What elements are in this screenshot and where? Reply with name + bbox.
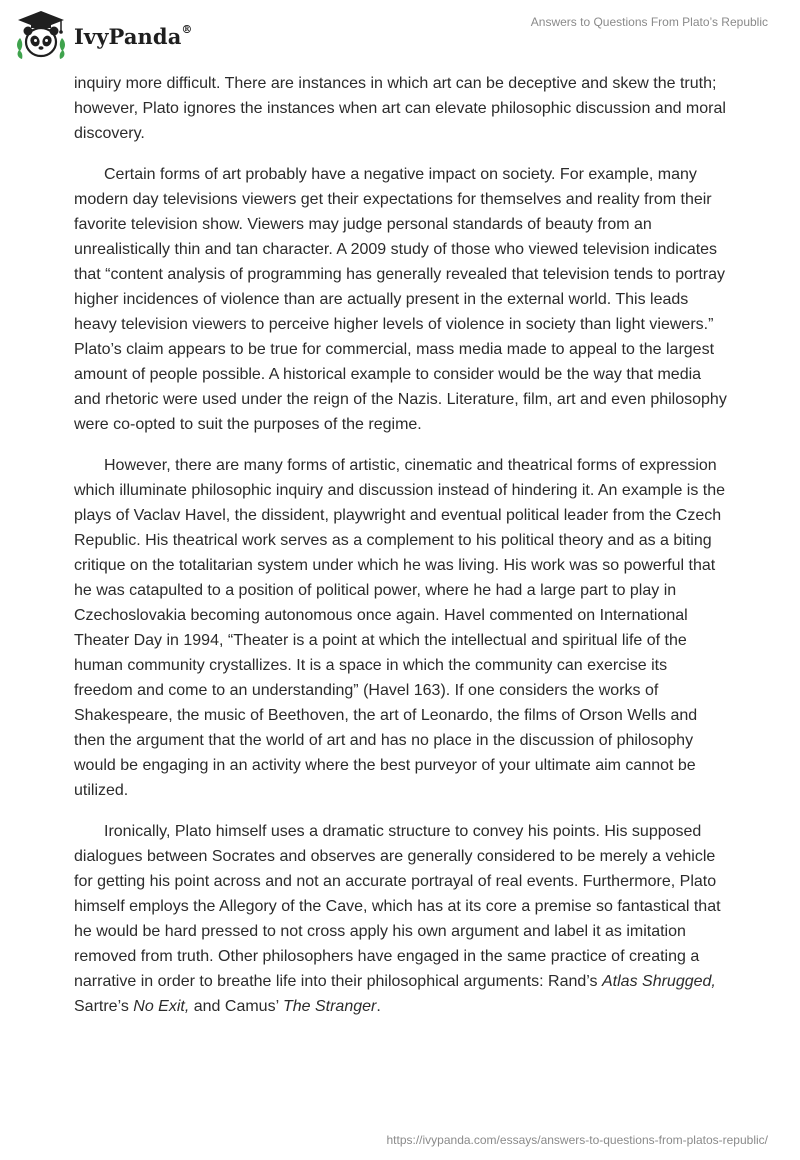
panda-graduate-logo-icon	[14, 8, 68, 60]
document-title: Answers to Questions From Plato’s Republic	[530, 15, 768, 29]
book-title-no-exit: No Exit,	[133, 998, 190, 1015]
paragraph-text-end: .	[376, 998, 381, 1015]
book-title-the-stranger: The Stranger	[282, 998, 377, 1015]
book-title-atlas-shrugged: Atlas Shrugged,	[602, 973, 716, 990]
paragraph-negative-impact: Certain forms of art probably have a negative impact on society. For example, many modern day televisions viewers get their expectations for themselves and reality from their favorite television show. Viewers may judge personal standards of beauty from an unrealistically thin and tan character. A 2009 study of those who viewed television indicates that “content analysis of programming has generally revealed that television tends to portray higher incidences of violence than are actually present in the external world. This leads heavy television viewers to perceive higher levels of violence in society than light viewers.” Plato’s claim appears to be true for commercial, mass media made to appeal to the largest amount of people possible. A historical example to consider would be the way that media and rhetoric were used under the reign of the Nazis. Literature, film, art and even philosophy were co-opted to suit the purposes of the regime.	[74, 166, 727, 433]
ivypanda-logo[interactable]	[14, 8, 193, 60]
paragraph-text-connector: Sartre’s	[74, 998, 134, 1015]
essay-body	[74, 71, 730, 1035]
page-header	[0, 0, 800, 70]
paragraph-plato-dramatic	[74, 819, 730, 1019]
logo-wordmark	[74, 24, 193, 49]
paragraph-text-connector: and Camus’	[189, 998, 283, 1015]
paragraph-text: Ironically, Plato himself uses a dramatic structure to convey his points. His supposed dialogues between Socrates and observes are generally considered to be merely a vehicle for getting his point across and not an accurate portrayal of real events. Furthermore, Plato himself employs the Allegory of the Cave, which has at its core a premise so fantastical that he would be hard pressed to not cross apply his own argument and label it as imitation removed from truth. Other philosophers have engaged in the same practice of creating a narrative in order to breathe life into their philosophical arguments: Rand’s	[74, 823, 721, 990]
registered-mark: ®	[181, 22, 193, 36]
source-url[interactable]: https://ivypanda.com/essays/answers-to-questions-from-platos-republic/	[386, 1133, 768, 1147]
paragraph-continued: inquiry more difficult. There are instances in which art can be deceptive and skew the truth; however, Plato ignores the instances when art can elevate philosophic discussion and moral discovery.	[74, 75, 726, 142]
paragraph-havel: However, there are many forms of artistic, cinematic and theatrical forms of expression which illuminate philosophic inquiry and discussion instead of hindering it. An example is the plays of Vaclav Havel, the dissident, playwright and eventual political leader from the Czech Republic. His theatrical work serves as a complement to his political theory and as a biting critique on the totalitarian system under which he was living. His work was so powerful that he was catapulted to a position of political power, where he had a large part to play in Czechoslovakia becoming autonomous once again. Havel commented on International Theater Day in 1994, “Theater is a point at which the intellectual and spiritual life of the human community crystallizes. It is a space in which the community can exercise its freedom and come to an understanding” (Havel 163). If one considers the works of Shakespeare, the music of Beethoven, the art of Leonardo, the films of Orson Wells and then the argument that the world of art and has no place in the discussion of philosophy would be engaging in an activity where the best purveyor of your ultimate aim cannot be utilized.	[74, 457, 726, 799]
logo-text: IvyPanda	[74, 23, 182, 49]
